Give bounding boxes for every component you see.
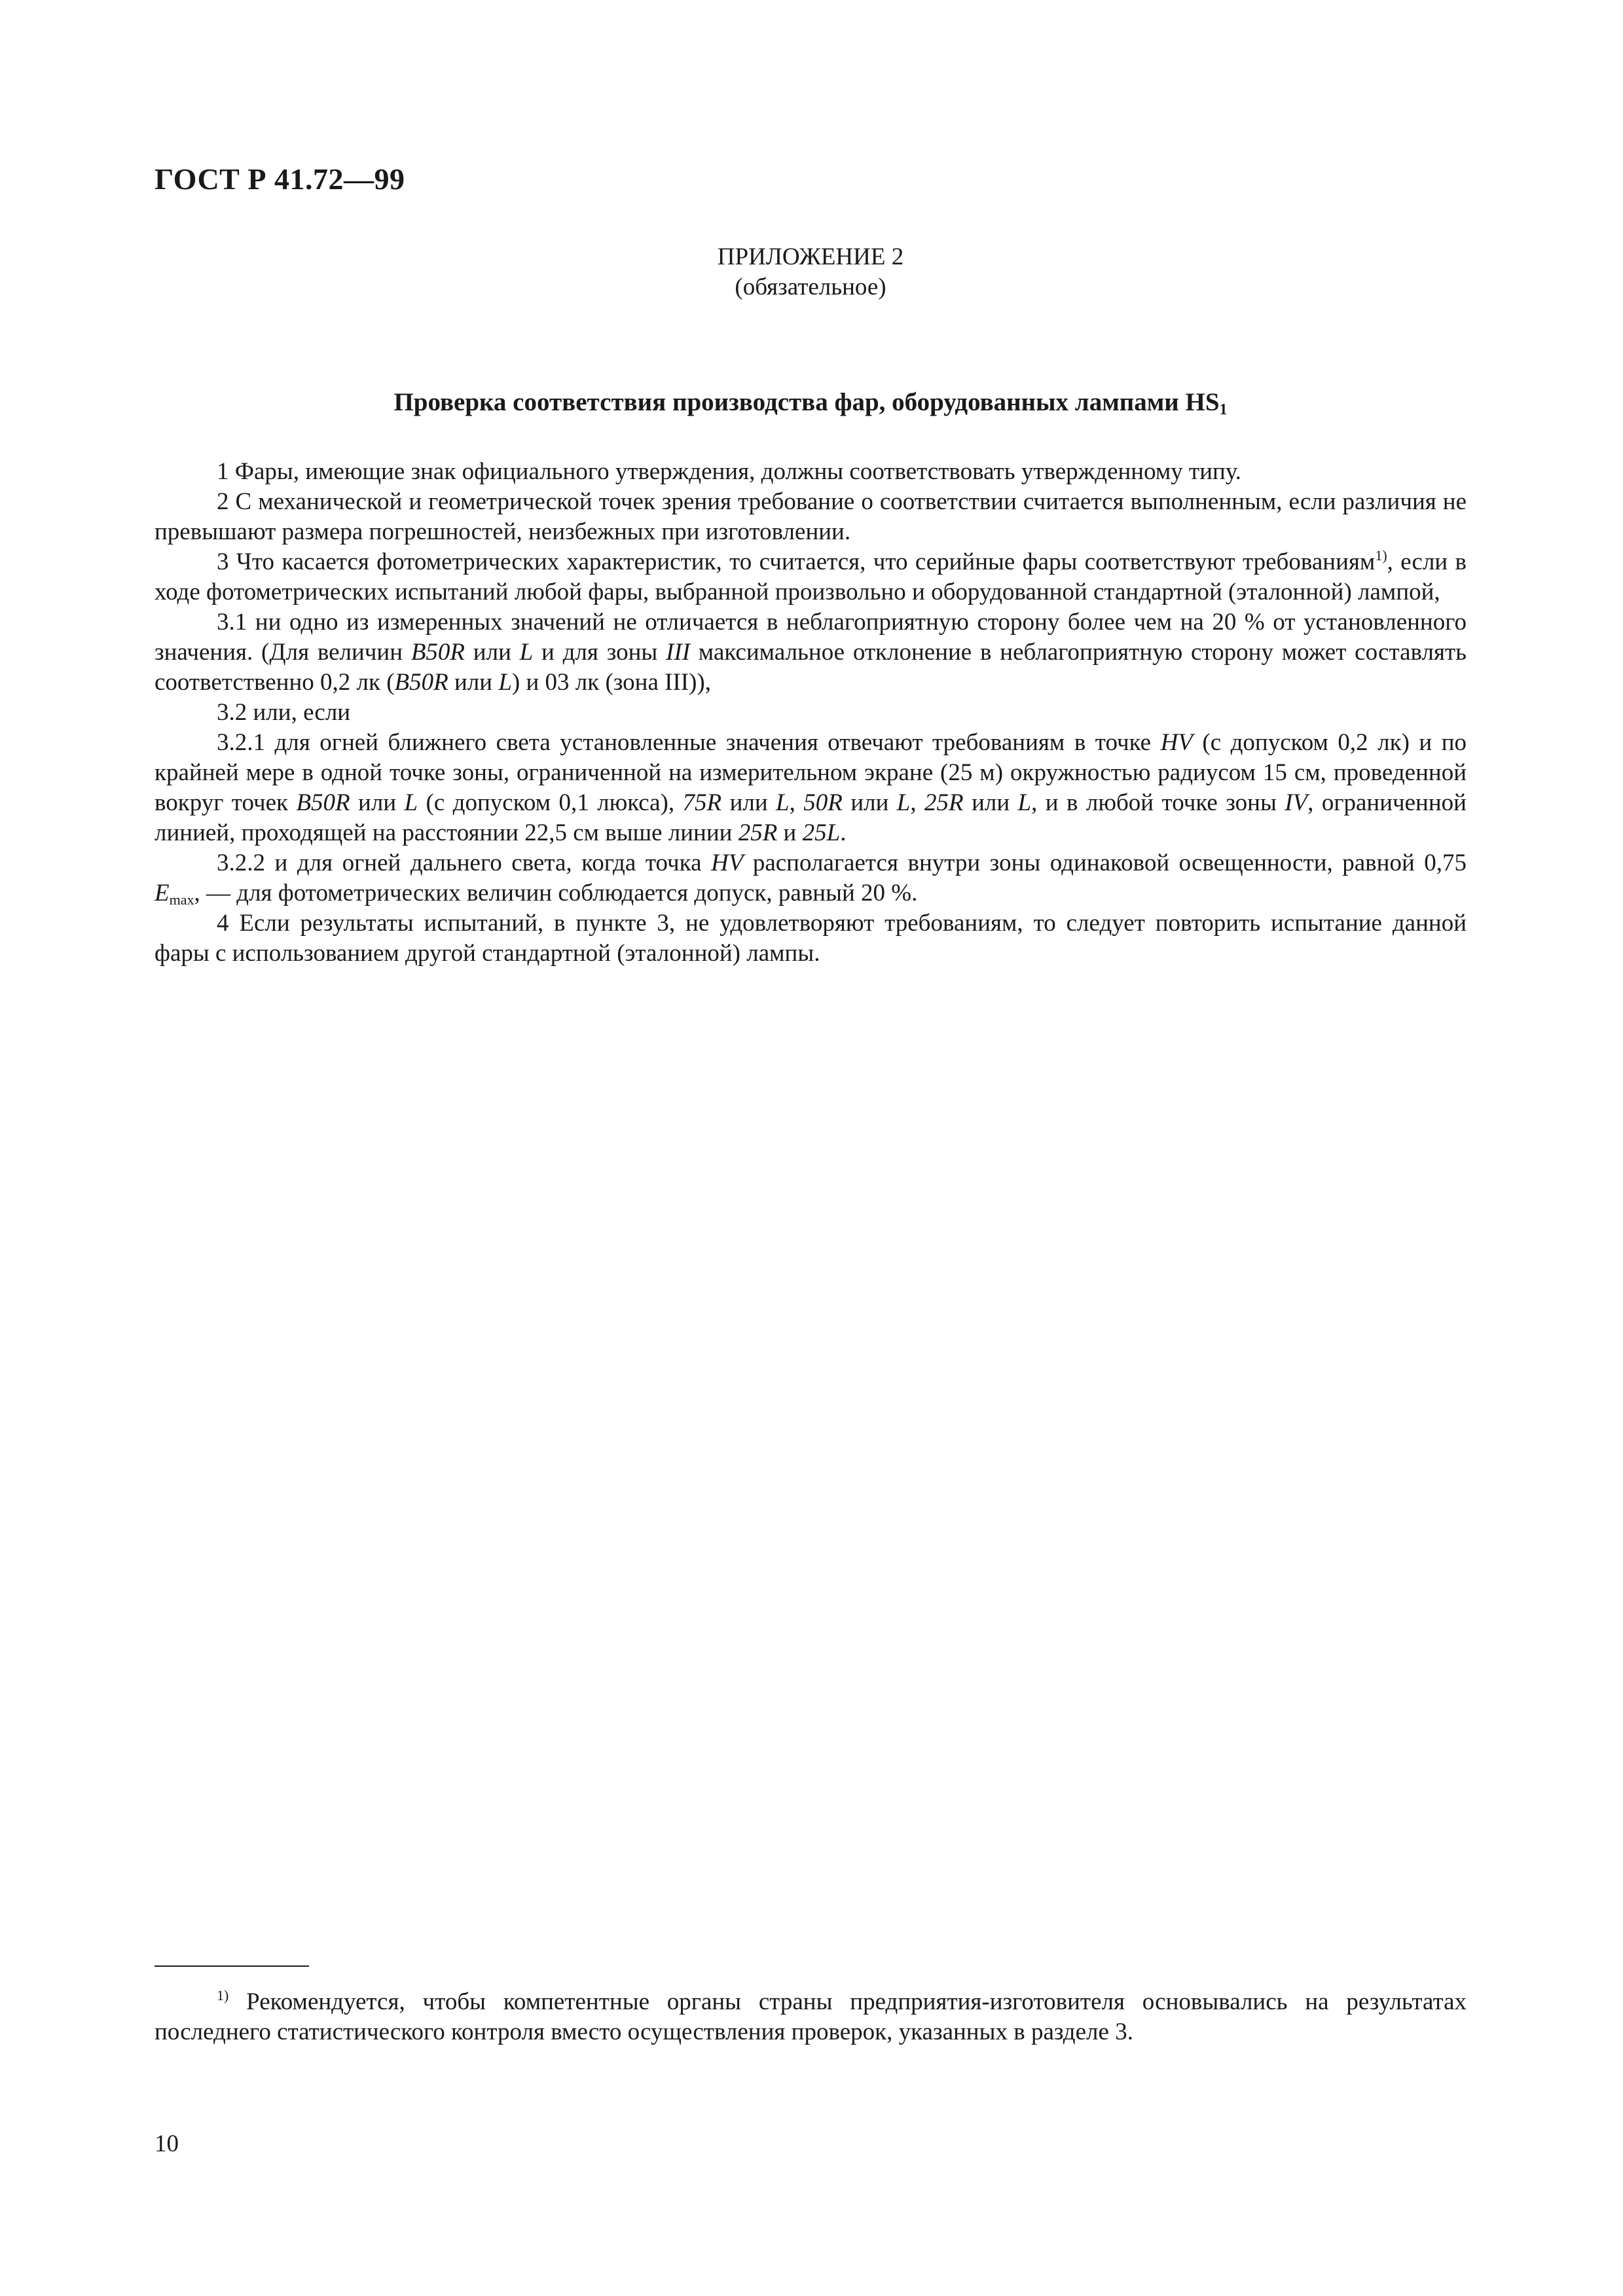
footnote-reference: 1) (1375, 547, 1387, 564)
document-body (155, 457, 1467, 969)
paragraph-4: 4 Если результаты испытаний, в пункте 3, не удовлетворяют требованиям, то следует повторить испытание данной фары с использованием другой стандартной (эталонной) лампы. (155, 910, 1467, 967)
footnote-text: Рекомендуется, чтобы компетентные органы страны предприятия-изготовителя основывались на результатах последнего статистического контроля вместо осуществления проверок, указанных в разделе 3. (155, 1988, 1467, 2045)
appendix-heading (155, 242, 1467, 302)
section-title-text: Проверка соответствия производства фар, оборудованных лампами HS (393, 388, 1220, 416)
footnote-divider (155, 1965, 309, 1967)
section-title (155, 386, 1467, 426)
paragraph-3-1: 3.1 ни одно из измеренных значений не отличается в неблагоприятную сторону более чем на 20 % от установленного значения. (Для величин B50R или L и для зоны III максимальное отклонение в неблагоприятную сторону может составлять соответственно 0,2 лк (B50R или L) и 03 лк (зона III)), (155, 609, 1467, 696)
appendix-status: (обязательное) (735, 274, 886, 300)
paragraph-3: 3 Что касается фотометрических характеристик, то считается, что серийные фары соответствуют требованиям$^{1)}$, если в ходе фотометрических испытаний любой фары, выбранной произвольно и оборудованной стандартной (эталонной) лампой, (155, 547, 1467, 605)
document-code: ГОСТ Р 41.72—99 (155, 162, 405, 196)
footnote (155, 1987, 1467, 2047)
paragraph-3-2-1: 3.2.1 для огней ближнего света установленные значения отвечают требованиям в точке HV (с допуском 0,2 лк) и по крайней мере в одной точке зоны, ограниченной на измерительном экране (25 м) окружностью радиусом 15 см, проведенной вокруг точек B50R или L (с допуском 0,1 люкса), 75R или L, 50R или L, 25R или L, и в любой точке зоны IV, ограниченной линией, проходящей на расстоянии 22,5 см выше линии 25R и 25L. (155, 729, 1467, 846)
page-number: 10 (155, 2130, 179, 2157)
appendix-label: ПРИЛОЖЕНИЕ 2 (717, 243, 904, 270)
paragraph-2: 2 С механической и геометрической точек зрения требование о соответствии считается выполненным, если различия не превышают размера погрешностей, неизбежных при изготовлении. (155, 488, 1467, 545)
paragraph-1: 1 Фары, имеющие знак официального утверждения, должны соответствовать утвержденному типу. (217, 458, 1241, 485)
footnote-mark: 1) (217, 1987, 229, 2003)
paragraph-3-2: 3.2 или, если (217, 699, 351, 726)
section-title-subscript: 1 (1219, 401, 1228, 418)
paragraph-3-2-2: 3.2.2 и для огней дальнего света, когда точка HV располагается внутри зоны одинаковой освещенности, равной 0,75 $E_{max}$, — для фотометрических величин соблюдается допуск, равный 20 %. (155, 850, 1467, 908)
